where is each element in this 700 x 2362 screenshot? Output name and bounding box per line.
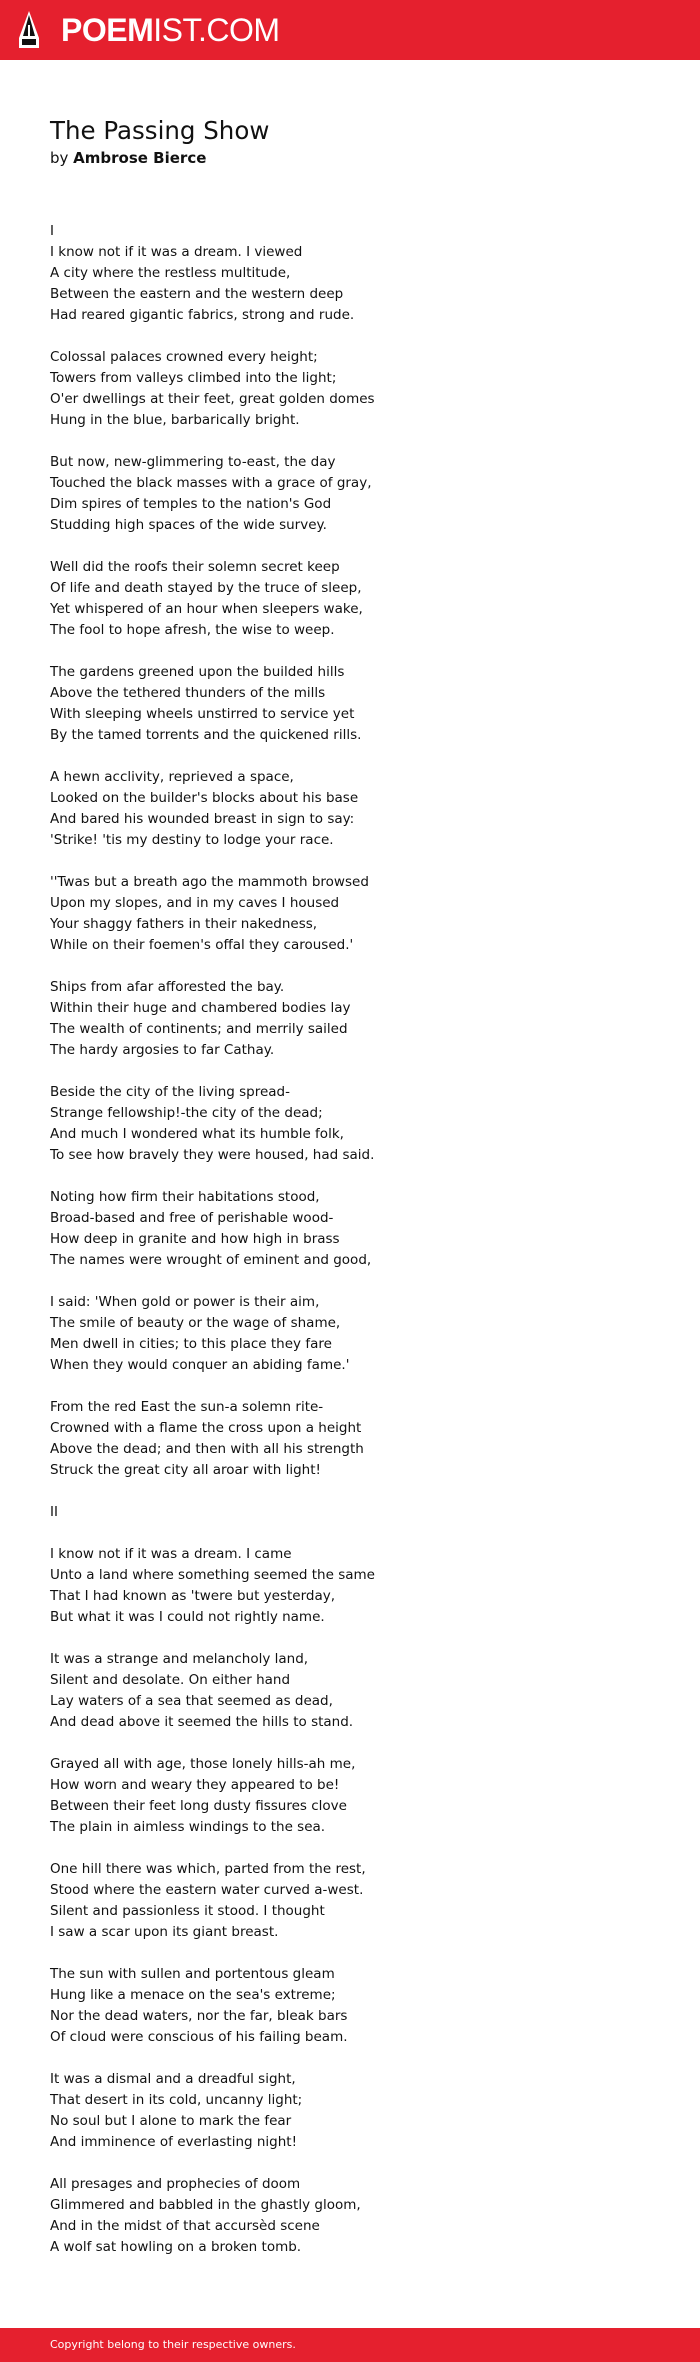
stanza-break [50, 1376, 650, 1397]
poem-line: Nor the dead waters, nor the far, bleak bars [50, 2008, 348, 2024]
stanza-break [50, 1061, 650, 1082]
poem-line: The plain in aimless windings to the sea. [50, 1819, 326, 1835]
poem-line: 'Strike! 'tis my destiny to lodge your race. [50, 832, 334, 848]
poem-line: Stood where the eastern water curved a-west. [50, 1882, 364, 1898]
site-logo[interactable] [61, 13, 280, 47]
poem-line: Your shaggy fathers in their nakedness, [50, 916, 318, 932]
poem-line: Strange fellowship!-the city of the dead; [50, 1105, 323, 1121]
stanza-break [50, 1838, 650, 1859]
stanza-break [50, 1628, 650, 1649]
poem-line: Glimmered and babbled in the ghastly gloom, [50, 2197, 361, 2213]
poem-line: The sun with sullen and portentous gleam [50, 1966, 335, 1982]
poem-line: Within their huge and chambered bodies lay [50, 1000, 351, 1016]
poem-line: While on their foemen's offal they caroused.' [50, 937, 354, 953]
poem-line: Well did the roofs their solemn secret keep [50, 559, 340, 575]
poem-line: I know not if it was a dream. I came [50, 1546, 292, 1562]
poem-line: And much I wondered what its humble folk, [50, 1126, 344, 1142]
poem-line: No soul but I alone to mark the fear [50, 2113, 292, 2129]
stanza-break [50, 641, 650, 662]
poem-line: But what it was I could not rightly name. [50, 1609, 325, 1625]
stanza-break [50, 1166, 650, 1187]
stanza-break [50, 326, 650, 347]
poem-line: From the red East the sun-a solemn rite- [50, 1399, 324, 1415]
stanza-break [50, 1481, 650, 1502]
stanza-break [50, 1943, 650, 1964]
stanza-break [50, 851, 650, 872]
poem-line: Of life and death stayed by the truce of sleep, [50, 580, 362, 596]
pen-nib-icon[interactable] [18, 11, 40, 48]
poem-line: Between their feet long dusty fissures clove [50, 1798, 347, 1814]
copyright-text: Copyright belong to their respective owners. [50, 2338, 296, 2351]
poem-line: II [50, 1504, 58, 1520]
poem-line: Above the tethered thunders of the mills [50, 685, 326, 701]
poem-line: The hardy argosies to far Cathay. [50, 1042, 275, 1058]
poem-line: O'er dwellings at their feet, great golden domes [50, 391, 375, 407]
poem-line: Above the dead; and then with all his strength [50, 1441, 364, 1457]
poem-line: The wealth of continents; and merrily sailed [50, 1021, 348, 1037]
poem-line: I know not if it was a dream. I viewed [50, 244, 303, 260]
stanza-break [50, 431, 650, 452]
poem-line: I said: 'When gold or power is their aim, [50, 1294, 320, 1310]
poem-line: How deep in granite and how high in brass [50, 1231, 340, 1247]
poem-line: A wolf sat howling on a broken tomb. [50, 2239, 302, 2255]
stanza-break [50, 2048, 650, 2069]
poem-line: I saw a scar upon its giant breast. [50, 1924, 279, 1940]
poem-line: Yet whispered of an hour when sleepers wake, [50, 601, 363, 617]
poem-line: Ships from afar afforested the bay. [50, 979, 285, 995]
logo-light-text: IST.COM [153, 12, 280, 48]
poem-line: Upon my slopes, and in my caves I housed [50, 895, 340, 911]
poem-line: Of cloud were conscious of his failing beam. [50, 2029, 348, 2045]
poem-line: Noting how firm their habitations stood, [50, 1189, 320, 1205]
poem-line: That I had known as 'twere but yesterday, [50, 1588, 336, 1604]
stanza-break [50, 746, 650, 767]
poem-line: Lay waters of a sea that seemed as dead, [50, 1693, 333, 1709]
stanza-break [50, 536, 650, 557]
poem-line: When they would conquer an abiding fame.' [50, 1357, 350, 1373]
stanza-break [50, 1271, 650, 1292]
poem-line: I [50, 223, 54, 239]
poem-body [50, 221, 650, 2258]
poem-line: Looked on the builder's blocks about his base [50, 790, 359, 806]
poem-line: All presages and prophecies of doom [50, 2176, 301, 2192]
poem-line: With sleeping wheels unstirred to service yet [50, 706, 355, 722]
stanza-break [50, 1733, 650, 1754]
site-footer [0, 2328, 700, 2362]
poem-line: That desert in its cold, uncanny light; [50, 2092, 303, 2108]
stanza-break [50, 956, 650, 977]
logo-bold-text: POEM [61, 12, 154, 48]
poem-line: Crowned with a flame the cross upon a height [50, 1420, 362, 1436]
poem-line: Beside the city of the living spread- [50, 1084, 290, 1100]
poem-line: The fool to hope afresh, the wise to weep. [50, 622, 335, 638]
poem-line: Broad-based and free of perishable wood- [50, 1210, 334, 1226]
poem-line: Silent and passionless it stood. I thought [50, 1903, 325, 1919]
poem-line: And bared his wounded breast in sign to say: [50, 811, 355, 827]
poem-line: By the tamed torrents and the quickened rills. [50, 727, 362, 743]
poem-line: ''Twas but a breath ago the mammoth browsed [50, 874, 369, 890]
poem-line: Unto a land where something seemed the same [50, 1567, 375, 1583]
poem-line: The smile of beauty or the wage of shame, [50, 1315, 341, 1331]
poem-line: Between the eastern and the western deep [50, 286, 344, 302]
poem-line: Towers from valleys climbed into the light; [50, 370, 337, 386]
poem-line: Silent and desolate. On either hand [50, 1672, 291, 1688]
poem-line: And in the midst of that accursèd scene [50, 2218, 320, 2234]
poem-line: But now, new-glimmering to-east, the day [50, 454, 336, 470]
poem-line: Hung in the blue, barbarically bright. [50, 412, 300, 428]
poem-line: Dim spires of temples to the nation's God [50, 496, 332, 512]
poem-line: Studding high spaces of the wide survey. [50, 517, 327, 533]
byline-prefix: by [50, 149, 74, 167]
author-name[interactable]: Ambrose Bierce [73, 149, 207, 167]
poem-line: The names were wrought of eminent and good, [50, 1252, 372, 1268]
poem-line: A city where the restless multitude, [50, 265, 291, 281]
poem-line: It was a strange and melancholy land, [50, 1651, 309, 1667]
stanza-break [50, 2153, 650, 2174]
stanza-break [50, 1523, 650, 1544]
poem-line: One hill there was which, parted from the rest, [50, 1861, 366, 1877]
poem-line: A hewn acclivity, reprieved a space, [50, 769, 294, 785]
poem-line: Touched the black masses with a grace of gray, [50, 475, 372, 491]
poem-line: Colossal palaces crowned every height; [50, 349, 318, 365]
poem-line: Grayed all with age, those lonely hills-ah me, [50, 1756, 356, 1772]
poem-title: The Passing Show [50, 116, 270, 145]
poem-line: The gardens greened upon the builded hills [50, 664, 345, 680]
poem-line: Struck the great city all aroar with light! [50, 1462, 321, 1478]
byline [50, 148, 206, 168]
poem-line: To see how bravely they were housed, had said. [50, 1147, 375, 1163]
site-header [0, 0, 700, 60]
poem-line: Men dwell in cities; to this place they fare [50, 1336, 332, 1352]
poem-line: How worn and weary they appeared to be! [50, 1777, 340, 1793]
poem-line: Had reared gigantic fabrics, strong and rude. [50, 307, 355, 323]
poem-line: And dead above it seemed the hills to stand. [50, 1714, 354, 1730]
poem-line: It was a dismal and a dreadful sight, [50, 2071, 296, 2087]
poem-line: And imminence of everlasting night! [50, 2134, 298, 2150]
poem-line: Hung like a menace on the sea's extreme; [50, 1987, 336, 2003]
